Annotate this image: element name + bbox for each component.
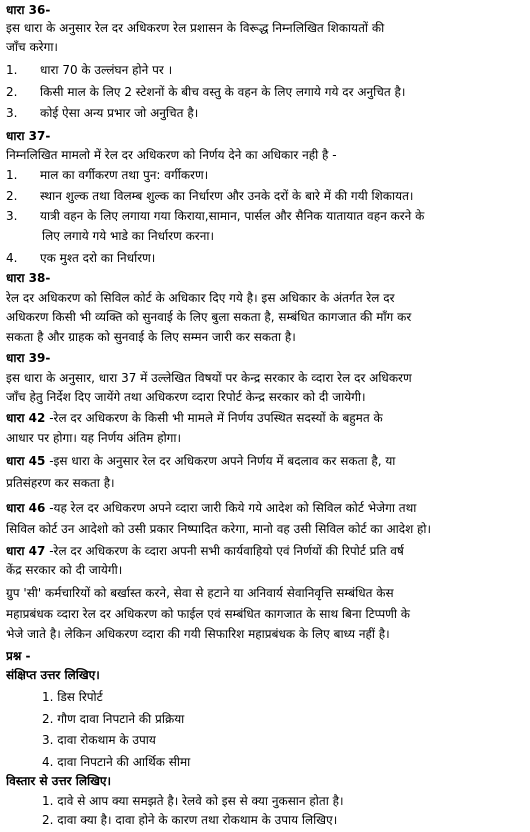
section-38-line-1: रेल दर अधिकरण को सिविल कोर्ट के अधिकार दिए गये है। इस अधिकार के अंतर्गत रेल दर [6, 291, 395, 305]
group-c-line-1: ग्रुप 'सी' कर्मचारियों को बर्खास्त करने, सेवा से हटाने या अनिवार्य सेवानिवृत्ति सम्बंधित केस [6, 586, 394, 600]
section-36-heading: धारा 36- [6, 3, 51, 17]
section-36-item-3: 3. कोई ऐसा अन्य प्रभार जो अनुचित है। [6, 106, 199, 120]
section-36-item-2: 2. किसी माल के लिए 2 स्टेशनों के बीच वस्तु के वहन के लिए लगाये गये दर अनुचित है। [6, 85, 406, 99]
section-37-item-3-cont: लिए लगाये गये भाडे का निर्धारण करना। [42, 229, 215, 243]
long-answer-heading: विस्तार से उत्तर लिखिए। [6, 774, 112, 788]
section-46-heading: धारा 46 [6, 501, 46, 515]
section-39-line-1: इस धारा के अनुसार, धारा 37 में उल्लेखित विषयों पर केन्द्र सरकार के व्दारा रेल दर अधिकरण [6, 371, 412, 385]
section-37-intro: निम्नलिखित मामलो में रेल दर अधिकरण को निर्णय देने का अधिकार नही है - [6, 148, 337, 162]
section-38-line-2: अधिकरण किसी भी व्यक्ति को सुनवाई के लिए बुला सकता है, सम्बंधित कागजात की माँग कर [6, 310, 412, 324]
section-46-line-2: सिविल कोर्ट उन आदेशो को उसी प्रकार निष्पादित करेगा, मानो वह उसी सिविल कोर्ट का आदेश हो। [6, 522, 432, 536]
short-answer-heading: संक्षिप्त उत्तर लिखिए। [6, 668, 100, 682]
section-47-heading: धारा 47 [6, 544, 46, 558]
section-45-line-1: धारा 45 -इस धारा के अनुसार रेल दर अधिकरण अपने निर्णय में बदलाव कर सकता है, या [6, 454, 396, 468]
section-42-heading: धारा 42 [6, 411, 46, 425]
short-question-4: 4. दावा निपटाने की आर्थिक सीमा [42, 755, 191, 769]
section-36-intro-cont: जाँच करेगा। [6, 40, 58, 54]
long-question-1: 1. दावे से आप क्या समझते है। रेलवे को इस से क्या नुकसान होता है। [42, 794, 344, 808]
section-37-item-2: 2. स्थान शुल्क तथा विलम्ब शुल्क का निर्धारण और उनके दरों के बारे में की गयी शिकायत। [6, 189, 414, 203]
section-38-line-3: सकता है और ग्राहक को सुनवाई के लिए सम्मन जारी कर सकता है। [6, 330, 296, 344]
section-42-line-1: धारा 42 -रेल दर अधिकरण के किसी भी मामले में निर्णय उपस्थित सदस्यों के बहुमत के [6, 411, 383, 425]
section-42-line-2: आधार पर होगा। यह निर्णय अंतिम होगा। [6, 431, 182, 445]
group-c-line-2: महाप्रबंधक व्दारा रेल दर अधिकरण को फाईल एवं सम्बंधित कागजात के साथ बिना टिप्पणी के [6, 607, 410, 621]
group-c-line-3: भेजे जाते है। लेकिन अधिकरण व्दारा की गयी सिफारिश महाप्रबंधक के लिए बाध्य नहीं है। [6, 627, 390, 641]
short-question-1: 1. डिस रिपोर्ट [42, 690, 103, 704]
section-45-heading: धारा 45 [6, 454, 46, 468]
section-39-heading: धारा 39- [6, 351, 51, 365]
section-45-line-2: प्रतिसंहरण कर सकता है। [6, 476, 115, 490]
section-47-line-1: धारा 47 -रेल दर अधिकरण के व्दारा अपनी सभी कार्यवाहियो एवं निर्णयों की रिपोर्ट प्रति वर्ष [6, 544, 404, 558]
questions-heading: प्रश्न - [6, 649, 31, 663]
section-37-item-3: 3. यात्री वहन के लिए लगाया गया किराया,सामान, पार्सल और सैनिक यातायात वहन करने के [6, 209, 425, 223]
section-46-line-1: धारा 46 -यह रेल दर अधिकरण अपने व्दारा जारी किये गये आदेश को सिविल कोर्ट भेजेगा तथा [6, 501, 417, 515]
long-question-2: 2. दावा क्या है। दावा होने के कारण तथा रोकथाम के उपाय लिखिए। [42, 813, 338, 827]
section-37-heading: धारा 37- [6, 129, 51, 143]
section-37-item-4: 4. एक मुश्त दरो का निर्धारण। [6, 251, 156, 265]
short-question-3: 3. दावा रोकथाम के उपाय [42, 733, 156, 747]
short-question-2: 2. गौण दावा निपटाने की प्रक्रिया [42, 712, 185, 726]
section-36-item-1: 1. धारा 70 के उल्लंघन होने पर । [6, 63, 173, 77]
section-37-item-1: 1. माल का वर्गीकरण तथा पुन: वर्गीकरण। [6, 168, 209, 182]
section-47-line-2: केंद्र सरकार को दी जायेगी। [6, 563, 123, 577]
section-39-line-2: जाँच हेतु निर्देश दिए जायेंगे तथा अधिकरण व्दारा रिपोर्ट केन्द्र सरकार को दी जायेगी। [6, 390, 366, 404]
section-38-heading: धारा 38- [6, 271, 51, 285]
section-36-intro: इस धारा के अनुसार रेल दर अधिकरण रेल प्रशासन के विरूद्ध निम्नलिखित शिकायतों की [6, 21, 385, 35]
